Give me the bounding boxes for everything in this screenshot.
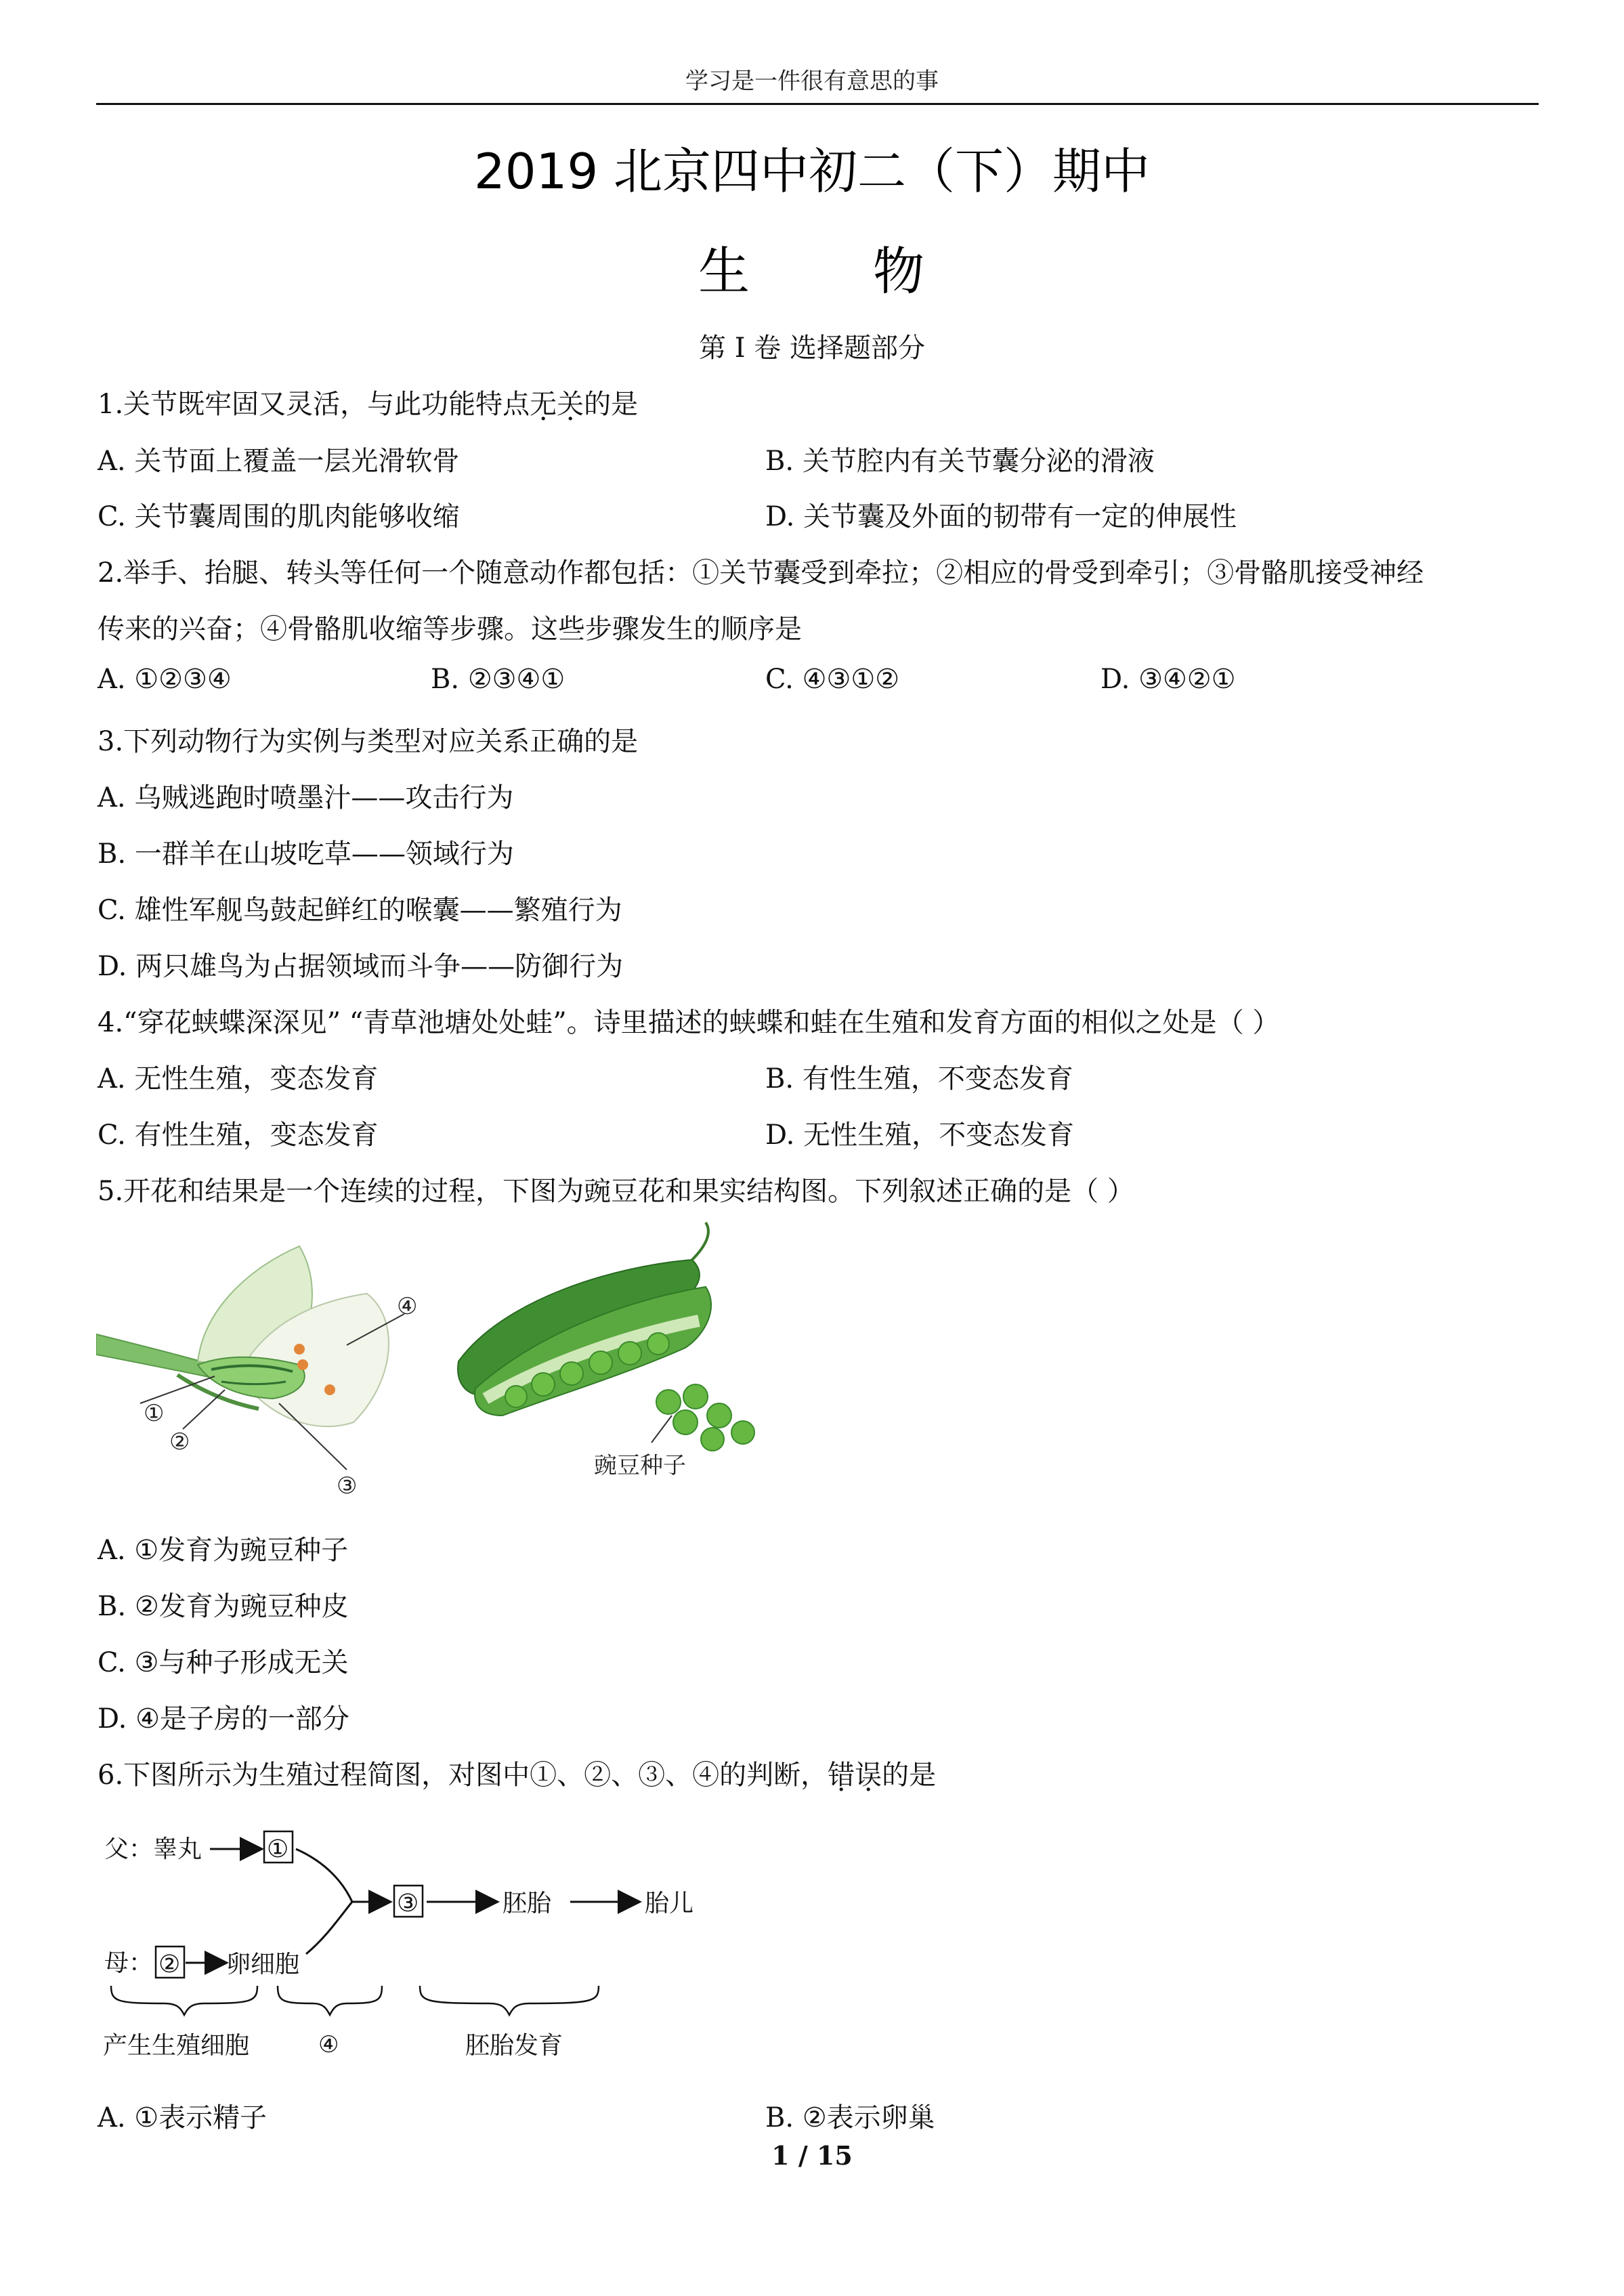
q1-option-b: B. 关节腔内有关节囊分泌的滑液	[765, 446, 1155, 477]
box-1: ①	[267, 1835, 289, 1863]
q4-stem: 4.“穿花蛱蝶深深见” “青草池塘处处蛙”。诗里描述的蛱蝶和蛙在生殖和发育方面的相似之处是（ ）	[98, 1007, 1280, 1038]
brace-label-4: ④	[318, 2031, 339, 2058]
q5-option-c: C. ③与种子形成无关	[98, 1647, 349, 1678]
q5-option-a: A. ①发育为豌豆种子	[98, 1535, 349, 1566]
flower-label-3: ③	[337, 1472, 358, 1500]
q6-option-b: B. ②表示卵巢	[765, 2102, 935, 2133]
q2-stem-line2: 传来的兴奋；④骨骼肌收缩等步骤。这些步骤发生的顺序是	[98, 614, 802, 645]
section-heading: 第 I 卷 选择题部分	[699, 333, 925, 364]
q2-stem-line1: 2.举手、抬腿、转头等任何一个随意动作都包括：①关节囊受到牵拉；②相应的骨受到牵引；③骨骼肌接受神经	[98, 557, 1424, 589]
exam-title: 2019 北京四中初二（下）期中	[473, 143, 1151, 200]
q5-stem: 5.开花和结果是一个连续的过程，下图为豌豆花和果实结构图。下列叙述正确的是（ ）	[98, 1176, 1134, 1207]
father-testis-label: 父：睾丸	[104, 1835, 202, 1863]
header-divider	[96, 103, 1539, 105]
q3-option-b: B. 一群羊在山坡吃草——领域行为	[98, 838, 514, 870]
q3-option-a: A. 乌贼逃跑时喷墨汁——攻击行为	[98, 782, 514, 813]
flower-label-4: ④	[397, 1293, 418, 1320]
egg-cell-label: 卵细胞	[226, 1951, 300, 1978]
emphasis-char: 关	[557, 389, 584, 420]
q5-option-b: B. ②发育为豌豆种皮	[98, 1591, 349, 1622]
q6-emphasis	[828, 1760, 882, 1791]
pea-seed-label: 豌豆种子	[594, 1452, 686, 1479]
page-number: 1 / 15	[771, 2140, 853, 2171]
reproduction-diagram-svg	[96, 1815, 719, 2079]
flower-label-2: ②	[169, 1428, 190, 1455]
emphasis-char: 无	[530, 389, 557, 420]
page-header: 学习是一件很有意思的事	[685, 68, 939, 95]
reproduction-diagram	[96, 1815, 719, 2079]
pea-flower-fruit-figure	[96, 1219, 773, 1510]
brace-label-embryo-development: 胚胎发育	[465, 2032, 563, 2060]
q1-option-a: A. 关节面上覆盖一层光滑软骨	[98, 446, 460, 477]
flower-label-1: ①	[144, 1400, 165, 1427]
pea-flower-illustration	[96, 1246, 417, 1500]
q1-option-c: C. 关节囊周围的肌肉能够收缩	[98, 501, 460, 532]
q6-stem: 6.下图所示为生殖过程简图，对图中①、②、③、④的判断，错误的是	[98, 1760, 937, 1791]
pea-pod-illustration	[458, 1223, 754, 1479]
mother-label: 母：	[104, 1949, 154, 1977]
emphasis-char: 误	[855, 1760, 882, 1791]
q4-option-b: B. 有性生殖，不变态发育	[765, 1063, 1073, 1094]
box-2: ②	[158, 1951, 181, 1978]
q4-option-c: C. 有性生殖，变态发育	[98, 1120, 379, 1151]
fetus-label: 胎儿	[645, 1890, 694, 1917]
q1-stem: 1.关节既牢固又灵活，与此功能特点无关的是	[98, 389, 639, 420]
subject-char-1: 生	[698, 241, 751, 301]
q5-option-d: D. ④是子房的一部分	[98, 1703, 349, 1735]
embryo-label: 胚胎	[503, 1890, 552, 1917]
box-3: ③	[397, 1890, 419, 1917]
q1-emphasis	[530, 389, 584, 420]
q2-option-a: A. ①②③④	[98, 664, 232, 695]
q3-stem: 3.下列动物行为实例与类型对应关系正确的是	[98, 726, 639, 757]
q2-option-b: B. ②③④①	[431, 664, 565, 695]
emphasis-char: 错	[828, 1760, 855, 1791]
pea-figure-svg	[96, 1219, 773, 1510]
q6-option-a: A. ①表示精子	[98, 2102, 268, 2133]
brace-label-gametes: 产生生殖细胞	[103, 2032, 250, 2060]
q3-option-c: C. 雄性军舰鸟鼓起鲜红的喉囊——繁殖行为	[98, 895, 622, 926]
q4-option-d: D. 无性生殖，不变态发育	[765, 1120, 1075, 1151]
q3-option-d: D. 两只雄鸟为占据领域而斗争——防御行为	[98, 951, 624, 982]
q1-option-d: D. 关节囊及外面的韧带有一定的伸展性	[765, 501, 1237, 532]
subject-title	[0, 230, 1624, 304]
subject-char-2: 物	[873, 241, 926, 301]
q2-option-c: C. ④③①②	[765, 664, 900, 695]
q2-option-d: D. ③④②①	[1101, 664, 1236, 695]
q4-option-a: A. 无性生殖，变态发育	[98, 1063, 379, 1094]
